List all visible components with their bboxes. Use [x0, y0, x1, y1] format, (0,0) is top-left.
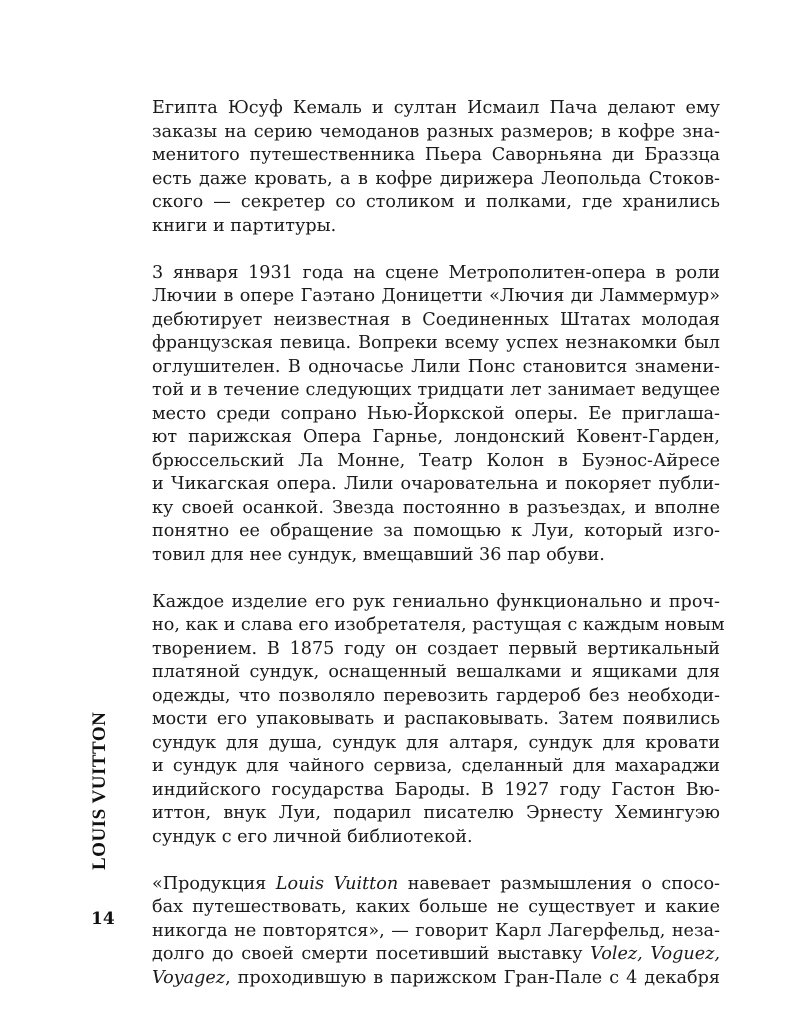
running-title: LOUIS VUITTON [89, 711, 110, 870]
text-line: и Чикагская опера. Лили очаровательна и покоряет публи- [152, 474, 720, 494]
text-line: никогда не повторятся», — говорит Карл Лагерфельд, неза- [152, 920, 720, 941]
text-segment: навевает размышления о спосо- [398, 873, 720, 894]
text-line: индийского государства Бароды. В 1927 году Гастон Вю- [152, 779, 720, 800]
text-segment: «Продукция [152, 873, 276, 894]
text-line: ского — секретер со столиком и полками, где хранились [152, 192, 720, 212]
text-line: место среди сопрано Нью-Йоркской оперы. Ее приглаша- [152, 403, 720, 424]
text-line: но, как и слава его изобретателя, растущая с каждым новым [152, 615, 725, 635]
text-line: 3 января 1931 года на сцене Метрополитен-опера в роли [152, 262, 720, 283]
text-line: ку своей осанкой. Звезда постоянно в разъездах, и вполне [152, 497, 720, 518]
text-line: заказы на серию чемоданов разных размеров; в кофре зна- [152, 121, 720, 142]
exhibition-title-italic: Volez, Voguez, [590, 944, 720, 964]
paragraph-2 [152, 262, 720, 568]
text-line: сундук для душа, сундук для алтаря, сундук для кровати [152, 732, 720, 753]
text-line [152, 967, 720, 991]
text-segment: , проходившую в парижском Гран-Пале с 4 декабря [225, 967, 720, 988]
text-line: оглушителен. В одночасье Лили Понс становится знамени- [152, 356, 720, 377]
text-line: брюссельский Ла Монне, Театр Колон в Буэнос-Айресе [152, 450, 720, 471]
text-line: бах путешествовать, каких больше не существует и какие [152, 897, 720, 917]
text-line: понятно ее обращение за помощью к Луи, который изго- [152, 521, 720, 541]
text-segment: долго до своей смерти посетивший выставку [152, 944, 591, 964]
page-number: 14 [91, 909, 115, 929]
text-line: французская певица. Вопреки всему успех незнакомки был [152, 333, 720, 353]
text-line: творением. В 1875 году он создает первый вертикальный [152, 638, 720, 659]
text-line: дебютирует неизвестная в Соединенных Штатах молодая [152, 309, 720, 330]
text-line: той и в течение следующих тридцати лет занимает ведущее [152, 380, 720, 400]
text-line: одежды, что позволяло перевозить гардероб без необходи- [152, 685, 720, 706]
text-line: Каждое изделие его рук гениально функционально и проч- [152, 591, 720, 612]
brand-name-italic: Louis Vuitton [275, 873, 399, 894]
text-line: сундук с его личной библиотекой. [152, 826, 473, 847]
text-line: мости его упаковывать и распаковывать. Затем появились [152, 709, 720, 729]
text-line [152, 943, 720, 967]
paragraph-4-quote [152, 873, 720, 991]
text-line: иттон, внук Луи, подарил писателю Эрнесту Хемингуэю [152, 803, 720, 823]
text-line: менитого путешественника Пьера Саворньяна ди Браззца [152, 145, 720, 165]
body-text [152, 97, 725, 1014]
text-line: Египта Юсуф Кемаль и султан Исмаил Пача делают ему [152, 98, 720, 118]
exhibition-title-italic: Voyagez [152, 967, 226, 988]
text-line: книги и партитуры. [152, 215, 337, 236]
paragraph-3 [152, 591, 725, 850]
paragraph-1 [152, 97, 720, 238]
text-line: есть даже кровать, а в кофре дирижера Леопольда Стоков- [152, 168, 720, 189]
text-line: Лючии в опере Гаэтано Доницетти «Лючия ди Ламмермур» [152, 286, 720, 306]
text-line: и сундук для чайного сервиза, сделанный для махараджи [152, 756, 720, 776]
text-line: товил для нее сундук, вмещавший 36 пар обуви. [152, 544, 605, 565]
text-line [152, 873, 720, 897]
text-line: ют парижская Опера Гарнье, лондонский Ковент-Гарден, [152, 427, 720, 447]
text-line: платяной сундук, оснащенный вешалками и ящиками для [152, 662, 720, 682]
